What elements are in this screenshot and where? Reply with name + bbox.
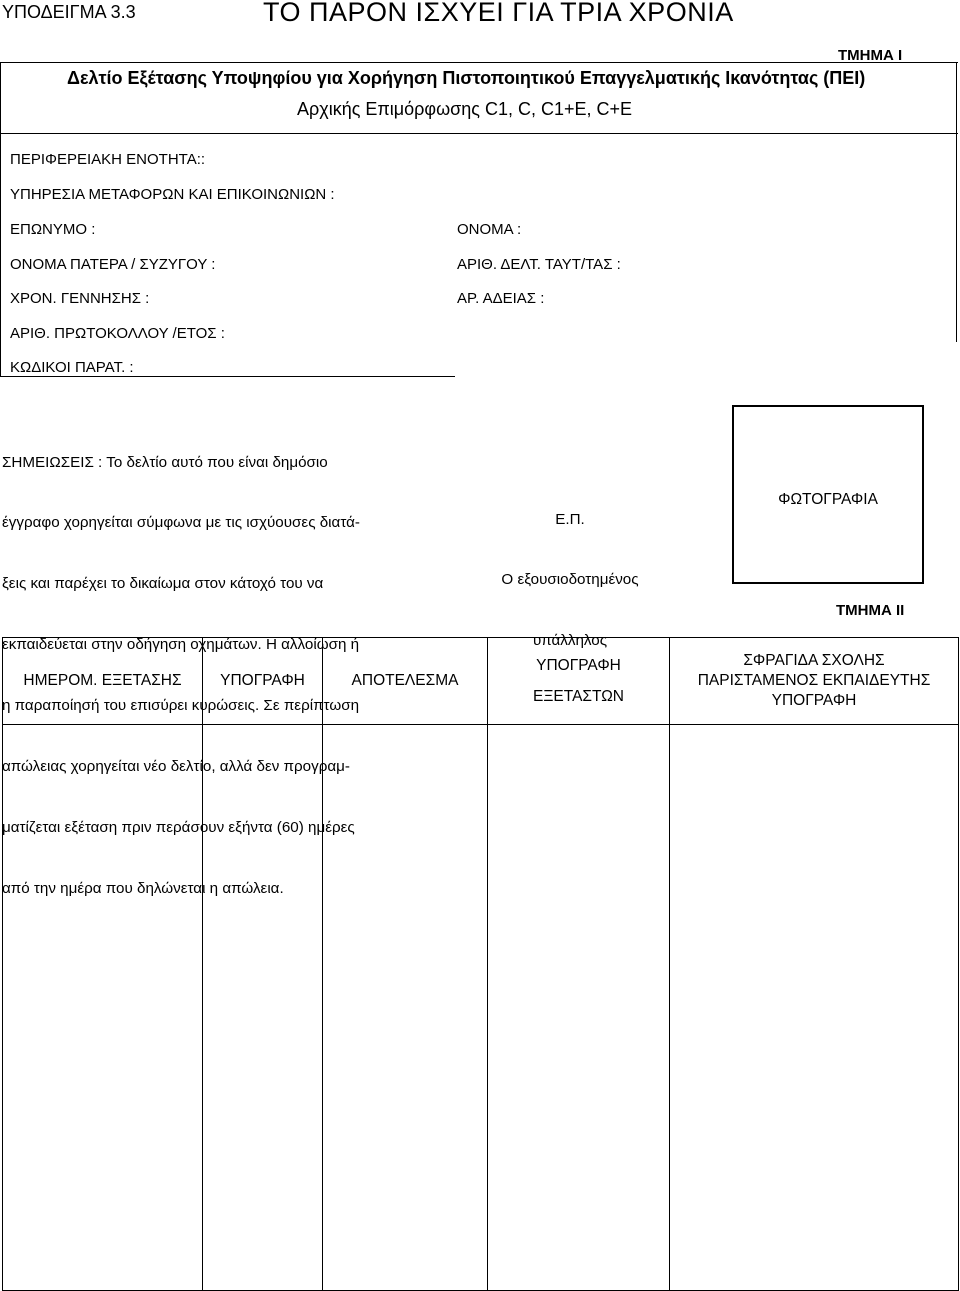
father-spouse-field: ΟΝΟΜΑ ΠΑΤΕΡΑ / ΣΥΖΥΓΟΥ :	[10, 256, 216, 273]
notes-line: εκπαιδεύεται στην οδήγηση οχημάτων. Η αλλοίωση ή	[2, 636, 360, 654]
table-header-row	[3, 638, 959, 725]
col-examiners-signature: ΥΠΟΓΡΑΦΗ ΕΞΕΤΑΣΤΩΝ	[488, 638, 670, 725]
service-field: ΥΠΗΡΕΣΙΑ ΜΕΤΑΦΟΡΩΝ ΚΑΙ ΕΠΙΚΟΙΝΩΝΙΩΝ :	[10, 186, 335, 203]
section-2-label: ΤΜΗΜΑ ΙΙ	[836, 602, 905, 619]
table-row	[3, 725, 959, 1291]
protocol-number-field: ΑΡΙΘ. ΠΡΩΤΟΚΟΛΛΟΥ /ΕΤΟΣ :	[10, 325, 225, 342]
col-signature: ΥΠΟΓΡΑΦΗ	[203, 638, 323, 725]
cell-exam-date[interactable]	[3, 725, 203, 1291]
name-field: ΟΝΟΜΑ :	[457, 221, 522, 238]
official-line: Ε.Π.	[555, 510, 585, 528]
photo-box	[732, 405, 924, 584]
col-exam-date: ΗΜΕΡΟΜ. ΕΞΕΤΑΣΗΣ	[3, 638, 203, 725]
cell-signature[interactable]	[203, 725, 323, 1291]
codes-field: ΚΩΔΙΚΟΙ ΠΑΡΑΤ. :	[10, 359, 134, 376]
col-school-stamp: ΣΦΡΑΓΙΔΑ ΣΧΟΛΗΣ ΠΑΡΙΣΤΑΜΕΝΟΣ ΕΚΠΑΙΔΕΥΤΗΣ ΥΠΟΓΡΑΦΗ	[670, 638, 959, 725]
photo-label: ΦΩΤΟΓΡΑΦΙΑ	[778, 491, 878, 508]
official-line: υπάλληλος	[532, 632, 608, 650]
form-title: Δελτίο Εξέτασης Υποψηφίου για Χορήγηση Πιστοποιητικού Επαγγελματικής Ικανότητας (ΠΕΙ)	[67, 68, 866, 88]
notes-line: έγγραφο χορηγείται σύμφωνα με τις ισχύουσες διατά-	[2, 514, 360, 532]
notes-line: από την ημέρα που δηλώνεται η απώλεια.	[2, 879, 284, 897]
official-line: Ο εξουσιοδοτημένος	[501, 571, 639, 589]
cell-result[interactable]	[323, 725, 488, 1291]
notes-line: ξεις και παρέχει το δικαίωμα στον κάτοχό του να	[2, 575, 324, 593]
license-number-field: ΑΡ. ΑΔΕΙΑΣ :	[457, 290, 545, 307]
notes-line: η παραποίησή του επισύρει κυρώσεις. Σε περίπτωση	[2, 697, 360, 715]
section-1-label: ΤΜΗΜΑ Ι	[838, 47, 903, 64]
surname-field: ΕΠΩΝΥΜΟ :	[10, 221, 96, 238]
col-result: ΑΠΟΤΕΛΕΣΜΑ	[323, 638, 488, 725]
form-subtitle: Αρχικής Επιμόρφωσης C1, C, C1+E, C+E	[297, 99, 633, 119]
notes-line: ΣΗΜΕΙΩΣΕΙΣ : Το δελτίο αυτό που είναι δημόσιο	[2, 453, 328, 471]
cell-school-stamp[interactable]	[670, 725, 959, 1291]
exam-table	[2, 637, 959, 1291]
cell-examiners-signature[interactable]	[488, 725, 670, 1291]
birth-year-field: ΧΡΟΝ. ΓΕΝΝΗΣΗΣ :	[10, 290, 150, 307]
validity-title: ΤΟ ΠΑΡΟΝ ΙΣΧΥΕΙ ΓΙΑ ΤΡΙΑ ΧΡΟΝΙΑ	[263, 0, 734, 27]
region-field: ΠΕΡΙΦΕΡΕΙΑΚΗ ΕΝΟΤΗΤΑ::	[10, 151, 206, 168]
notes-line: απώλειας χορηγείται νέο δελτίο, αλλά δεν προγραμ-	[2, 758, 350, 776]
id-number-field: ΑΡΙΘ. ΔΕΛΤ. ΤΑΥΤ/ΤΑΣ :	[457, 256, 621, 273]
example-label: ΥΠΟΔΕΙΓΜΑ 3.3	[2, 2, 136, 22]
notes-line: ματίζεται εξέταση πριν περάσουν εξήντα (60) ημέρες	[2, 818, 355, 836]
